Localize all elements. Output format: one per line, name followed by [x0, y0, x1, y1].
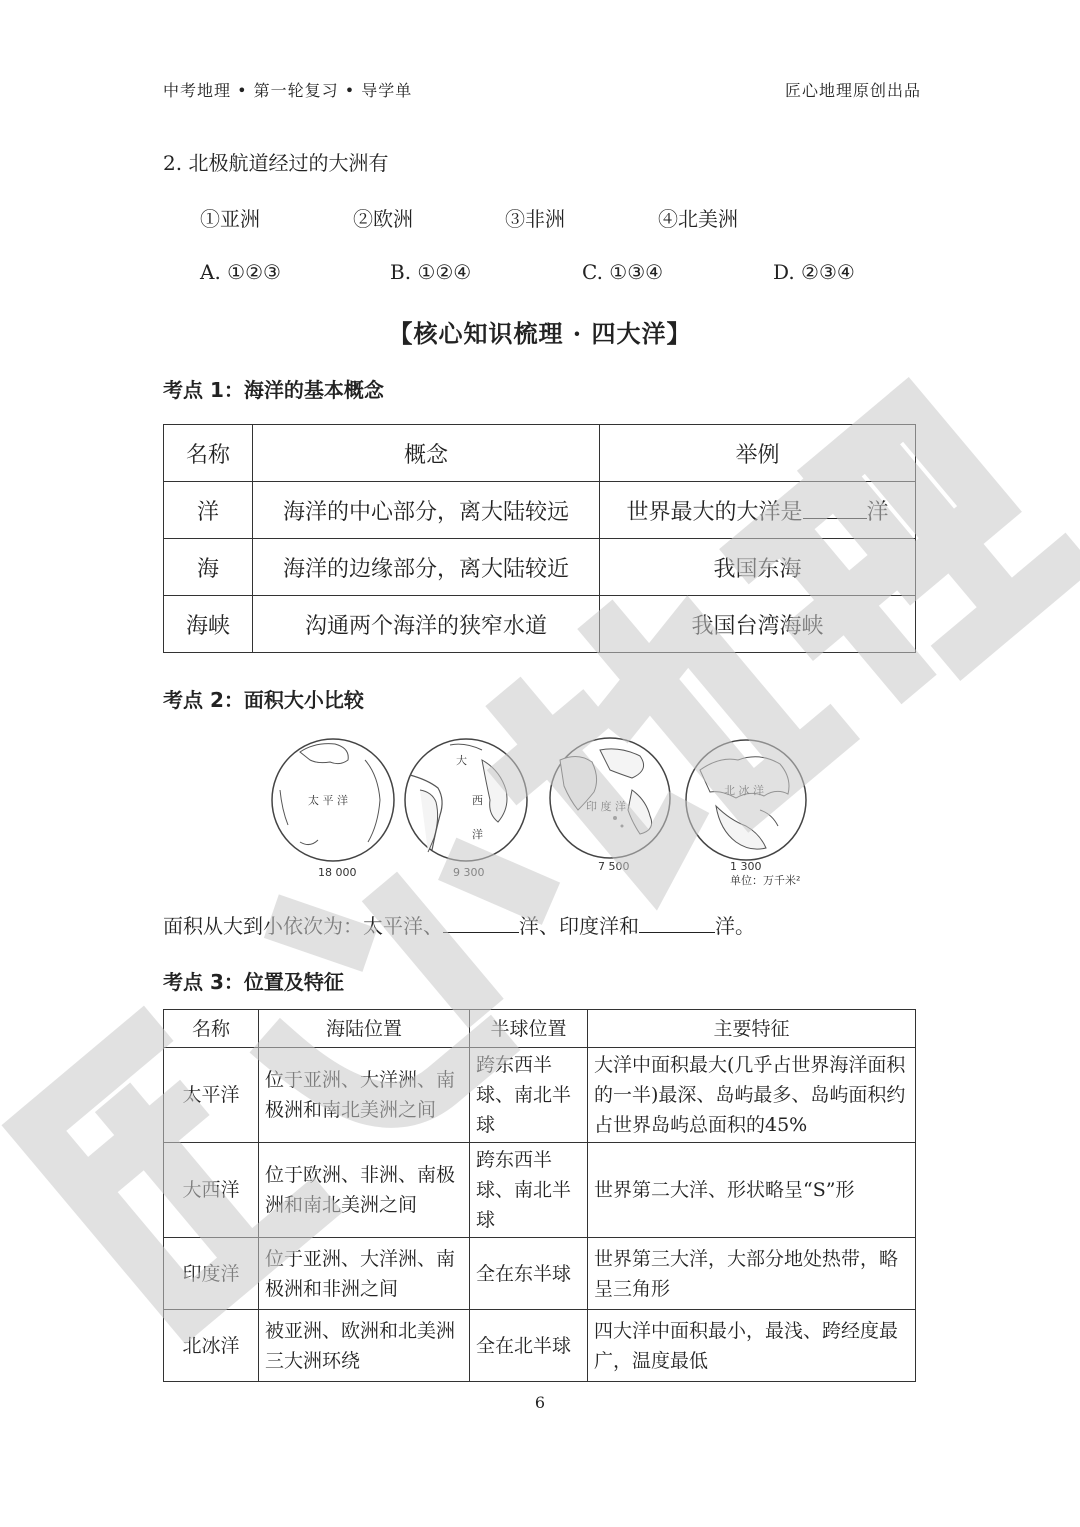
- cell-hemisphere: 跨东西半球、南北半球: [470, 1048, 588, 1143]
- concept-table: [163, 424, 916, 653]
- cell-name: 大西洋: [164, 1143, 259, 1238]
- header-cell: 主要特征: [588, 1010, 916, 1048]
- cell-hemisphere: 跨东西半球、南北半球: [470, 1143, 588, 1238]
- answer-blank[interactable]: [639, 912, 715, 933]
- question-item: ②欧洲: [353, 207, 413, 231]
- globe-label: 太 平 洋: [308, 794, 348, 807]
- globe-indian: [550, 738, 670, 873]
- cell-feature: 世界第三大洋，大部分地处热带，略呈三角形: [588, 1238, 916, 1310]
- sentence-part: 面积从大到小依次为：太平洋、: [163, 914, 443, 938]
- question-stem: 2. 北极航道经过的大洲有: [163, 151, 389, 175]
- table-row: [164, 1310, 916, 1382]
- globe-area: 1 300: [730, 860, 762, 873]
- cell-name: 海峡: [164, 596, 253, 653]
- globe-arctic: [686, 740, 806, 887]
- kaodian2-title: 考点 2：面积大小比较: [163, 688, 364, 712]
- table-row: [164, 539, 916, 596]
- option-b: B. ①②④: [390, 260, 472, 284]
- cell-feature: 四大洋中面积最小，最浅、跨经度最广，温度最低: [588, 1310, 916, 1382]
- table-row: [164, 596, 916, 653]
- cell-concept: 海洋的边缘部分，离大陆较近: [253, 539, 600, 596]
- example-suffix: 洋: [866, 499, 889, 525]
- cell-hemisphere: 全在北半球: [470, 1310, 588, 1382]
- option-d: D. ②③④: [773, 260, 855, 284]
- globe-area: 7 500: [598, 860, 630, 873]
- cell-concept: 海洋的中心部分，离大陆较远: [253, 482, 600, 539]
- globe-label-char: 大: [456, 754, 467, 767]
- cell-hemisphere: 全在东半球: [470, 1238, 588, 1310]
- cell-feature: 世界第二大洋、形状略呈“S”形: [588, 1143, 916, 1238]
- sentence-part: 洋。: [715, 914, 755, 938]
- oceans-table: [163, 1009, 916, 1382]
- cell-location: 位于欧洲、非洲、南极洲和南北美洲之间: [259, 1143, 470, 1238]
- header-cell: 名称: [164, 1010, 259, 1048]
- cell-location: 位于亚洲、大洋洲、南极洲和非洲之间: [259, 1238, 470, 1310]
- cell-name: 海: [164, 539, 253, 596]
- globe-atlantic: [405, 739, 527, 879]
- globe-label-char: 洋: [472, 828, 483, 841]
- answer-blank[interactable]: [803, 498, 867, 519]
- kaodian3-title: 考点 3：位置及特征: [163, 970, 344, 994]
- answer-blank[interactable]: [443, 912, 519, 933]
- section-title: 【核心知识梳理 · 四大洋】: [388, 319, 692, 348]
- cell-name: 北冰洋: [164, 1310, 259, 1382]
- globe-label-char: 西: [472, 794, 483, 807]
- cell-example: [600, 482, 916, 539]
- cell-name: 太平洋: [164, 1048, 259, 1143]
- option-a: A. ①②③: [200, 260, 281, 284]
- table-row: [164, 1048, 916, 1143]
- question-item: ①亚洲: [200, 207, 260, 231]
- header-right: 匠心地理原创出品: [785, 81, 922, 100]
- cell-name: 印度洋: [164, 1238, 259, 1310]
- table-row: [164, 1143, 916, 1238]
- table-header-row: [164, 1010, 916, 1048]
- header-cell: 海陆位置: [259, 1010, 470, 1048]
- option-c: C. ①③④: [582, 260, 664, 284]
- globe-pacific: [272, 739, 394, 879]
- area-unit: 单位：万千米²: [730, 874, 801, 887]
- globe-label: 印 度 洋: [586, 800, 626, 813]
- area-sentence: [163, 910, 755, 939]
- cell-example: 我国台湾海峡: [600, 596, 916, 653]
- example-prefix: 世界最大的大洋是: [626, 499, 803, 525]
- sentence-part: 洋、印度洋和: [519, 914, 639, 938]
- cell-location: 被亚洲、欧洲和北美洲三大洲环绕: [259, 1310, 470, 1382]
- globe-label: 北 冰 洋: [724, 784, 764, 797]
- globe-area: 18 000: [318, 866, 357, 879]
- table-row: [164, 482, 916, 539]
- header-cell: 半球位置: [470, 1010, 588, 1048]
- globes-figure: [260, 730, 820, 895]
- cell-feature: 大洋中面积最大(几乎占世界海洋面积的一半)最深、岛屿最多、岛屿面积约占世界岛屿总面积的45%: [588, 1048, 916, 1143]
- cell-example: 我国东海: [600, 539, 916, 596]
- cell-concept: 沟通两个海洋的狭窄水道: [253, 596, 600, 653]
- page-number: 6: [534, 1393, 546, 1412]
- globe-area: 9 300: [453, 866, 485, 879]
- header-cell: 名称: [164, 425, 253, 482]
- header-cell: 举例: [600, 425, 916, 482]
- table-header-row: [164, 425, 916, 482]
- cell-name: 洋: [164, 482, 253, 539]
- header-left: 中考地理 • 第一轮复习 • 导学单: [163, 81, 413, 100]
- question-item: ④北美洲: [658, 207, 738, 231]
- kaodian1-title: 考点 1：海洋的基本概念: [163, 378, 384, 402]
- question-item: ③非洲: [505, 207, 565, 231]
- cell-location: 位于亚洲、大洋洲、南极洲和南北美洲之间: [259, 1048, 470, 1143]
- header-cell: 概念: [253, 425, 600, 482]
- table-row: [164, 1238, 916, 1310]
